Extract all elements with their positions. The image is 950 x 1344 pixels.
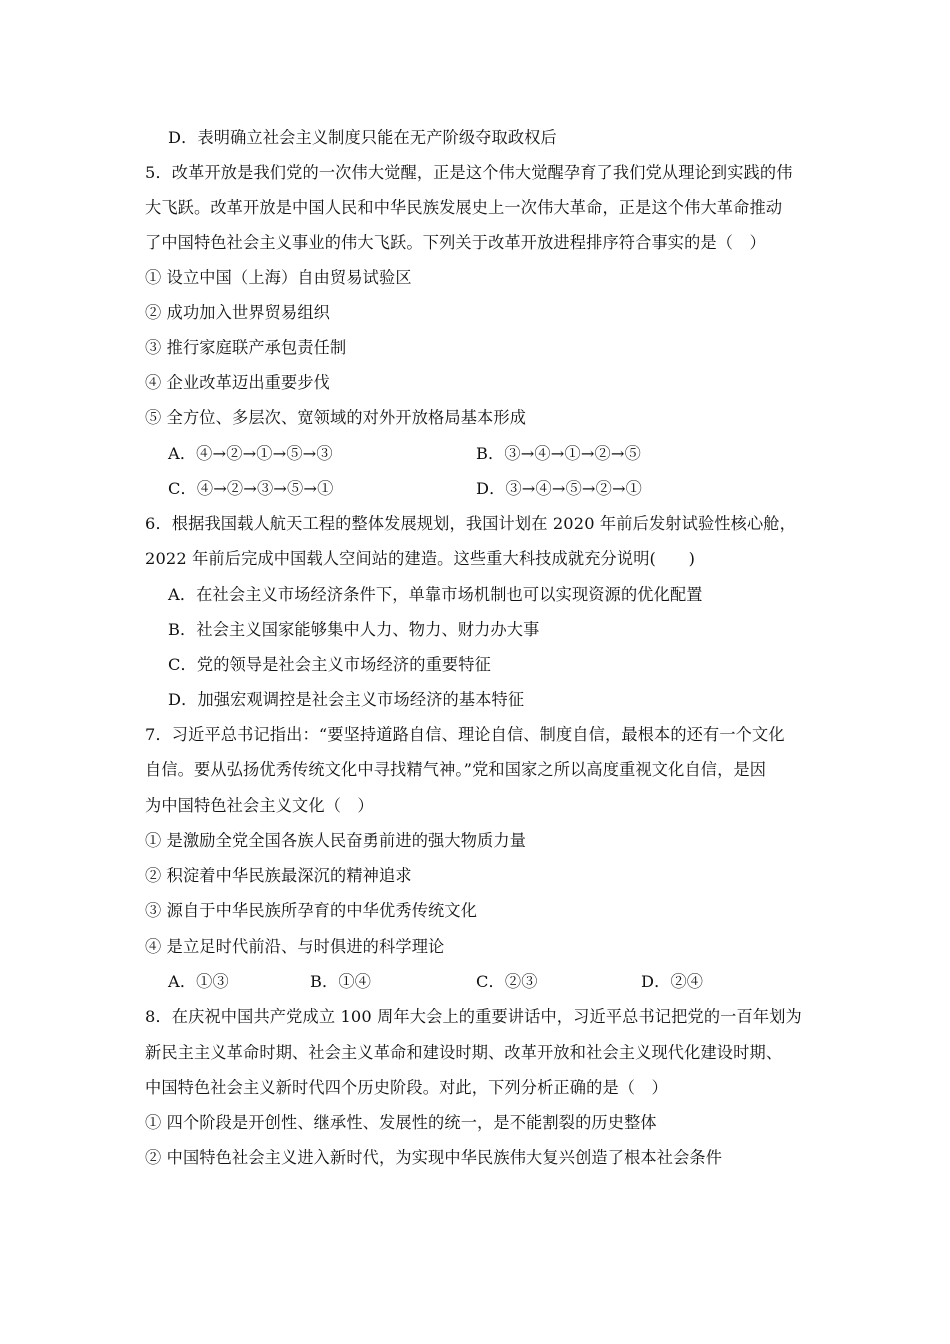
q8-stem-line-2: 新民主主义革命时期、社会主义革命和建设时期、改革开放和社会主义现代化建设时期、 <box>145 1043 783 1062</box>
q6-option-d: D．加强宏观调控是社会主义市场经济的基本特征 <box>168 690 525 709</box>
q5-item-3: ③ 推行家庭联产承包责任制 <box>145 338 347 357</box>
q7-stem-line-1: 7．习近平总书记指出：“要坚持道路自信、理论自信、制度自信，最根本的还有一个文化 <box>145 725 785 744</box>
q6-stem-line-2: 2022 年前后完成中国载人空间站的建造。这些重大科技成就充分说明( ) <box>145 549 696 568</box>
q7-item-3: ③ 源自于中华民族所孕育的中华优秀传统文化 <box>145 901 478 920</box>
q8-stem-line-1: 8．在庆祝中国共产党成立 100 周年大会上的重要讲话中，习近平总书记把党的一百年划为 <box>145 1007 802 1026</box>
q5-option-d: D．③→④→⑤→②→① <box>476 479 643 498</box>
q5-item-2: ② 成功加入世界贸易组织 <box>145 303 331 322</box>
q7-option-a: A．①③ <box>168 972 229 991</box>
q7-option-c: C．②③ <box>476 972 538 991</box>
q7-stem-line-3: 为中国特色社会主义文化（ ） <box>145 796 374 815</box>
q6-option-b: B．社会主义国家能够集中人力、物力、财力办大事 <box>168 620 540 639</box>
q7-stem-line-2: 自信。要从弘扬优秀传统文化中寻找精气神。”党和国家之所以高度重视文化自信，是因 <box>145 760 767 779</box>
q4-option-d: D．表明确立社会主义制度只能在无产阶级夺取政权后 <box>168 128 557 147</box>
q8-item-2: ② 中国特色社会主义进入新时代，为实现中华民族伟大复兴创造了根本社会条件 <box>145 1148 723 1167</box>
q8-stem-line-3: 中国特色社会主义新时代四个历史阶段。对此，下列分析正确的是（ ） <box>145 1078 668 1097</box>
q6-stem-line-1: 6．根据我国载人航天工程的整体发展规划，我国计划在 2020 年前后发射试验性核心舱， <box>145 514 796 533</box>
q7-option-b: B．①④ <box>310 972 372 991</box>
q5-item-5: ⑤ 全方位、多层次、宽领域的对外开放格局基本形成 <box>145 408 527 427</box>
q5-option-a: A．④→②→①→⑤→③ <box>168 444 333 463</box>
q5-item-4: ④ 企业改革迈出重要步伐 <box>145 373 331 392</box>
q7-item-1: ① 是激励全党全国各族人民奋勇前进的强大物质力量 <box>145 831 527 850</box>
q5-option-c: C．④→②→③→⑤→① <box>168 479 334 498</box>
q5-stem-line-3: 了中国特色社会主义事业的伟大飞跃。下列关于改革开放进程排序符合事实的是（ ） <box>145 233 766 252</box>
q7-item-2: ② 积淀着中华民族最深沉的精神追求 <box>145 866 412 885</box>
q5-stem-line-2: 大飞跃。改革开放是中国人民和中华民族发展史上一次伟大革命，正是这个伟大革命推动 <box>145 198 783 217</box>
q7-item-4: ④ 是立足时代前沿、与时俱进的科学理论 <box>145 937 445 956</box>
q5-item-1: ① 设立中国（上海）自由贸易试验区 <box>145 268 412 287</box>
q8-item-1: ① 四个阶段是开创性、继承性、发展性的统一，是不能割裂的历史整体 <box>145 1113 657 1132</box>
q5-stem-line-1: 5．改革开放是我们党的一次伟大觉醒，正是这个伟大觉醒孕育了我们党从理论到实践的伟 <box>145 163 793 182</box>
q6-option-a: A．在社会主义市场经济条件下，单靠市场机制也可以实现资源的优化配置 <box>168 585 703 604</box>
q6-option-c: C．党的领导是社会主义市场经济的重要特征 <box>168 655 491 674</box>
q7-option-d: D．②④ <box>641 972 704 991</box>
q5-option-b: B．③→④→①→②→⑤ <box>476 444 641 463</box>
